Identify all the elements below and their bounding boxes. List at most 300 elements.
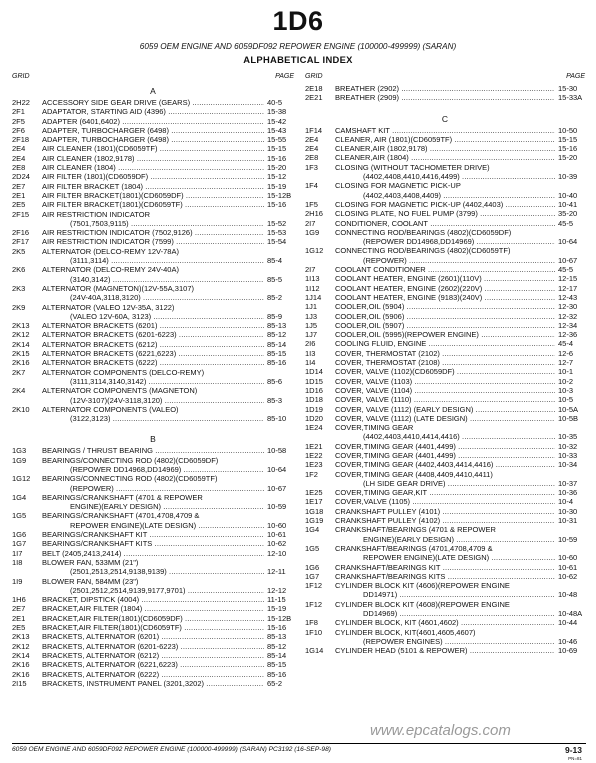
page-ref: 15-53 [267, 228, 287, 238]
page-ref: 12-15 [558, 274, 578, 284]
grid-ref: 2F5 [12, 116, 25, 126]
entry-description-text: (4402,4403,4410,4414,4416) [363, 432, 460, 442]
entry-description-text: CYLINDER BLOCK KIT (4608)(REPOWER ENGINE [335, 599, 510, 609]
entry-description [335, 181, 555, 190]
grid-ref: 2I7 [305, 218, 316, 228]
entry-description-text: AIR CLEANER (1804) [42, 163, 116, 173]
entry-description-text: COVER,TIMING GEAR (4408,4409,4410,4411) [335, 469, 493, 479]
grid-ref: 1F12 [305, 581, 323, 591]
entry-description-text: ALTERNATOR BRACKETS (6222) [42, 358, 158, 368]
footer-code: PN=81 [568, 756, 582, 761]
page-ref: 15-15 [558, 134, 578, 144]
page-ref: 12-11 [267, 567, 286, 577]
index-entry [305, 367, 585, 376]
page-ref: 10-62 [267, 539, 287, 549]
page-ref: 10-58 [267, 446, 287, 456]
entry-description-text: CRANKSHAFT/BEARINGS (4701,4708,4709 & [335, 543, 493, 553]
entry-description-text: CRANKSHAFT PULLEY (4102) [335, 516, 441, 526]
entry-description-text: CLOSING PLATE, NO FUEL PUMP (3799) [335, 209, 478, 219]
entry-description-text: ALTERNATOR (DELCO-REMY 12V-78A) [42, 246, 179, 256]
page-number: 9-13 [564, 745, 582, 755]
page-ref: 85-5 [267, 274, 283, 284]
grid-ref: 2K7 [12, 367, 26, 377]
page-ref: 10-46 [558, 636, 578, 646]
index-entry [305, 144, 585, 153]
entry-description-text: REPOWER ENGINE)(LATE DESIGN) [70, 520, 197, 530]
entry-description [335, 516, 555, 525]
grid-ref: 1G14 [305, 646, 324, 656]
grid-ref: 2H16 [305, 209, 323, 219]
index-entry [12, 595, 294, 604]
page-ref: 12-36 [558, 330, 578, 340]
index-entry [12, 368, 294, 377]
grid-ref: 2K16 [12, 669, 30, 679]
entry-description-text: COOLER,OIL (5907) [335, 320, 405, 330]
page-ref: 15-55 [267, 135, 287, 145]
index-entry [12, 358, 294, 367]
entry-description [335, 479, 555, 488]
grid-ref: 2K12 [12, 330, 30, 340]
index-entry-continuation [12, 275, 294, 284]
grid-ref: 2E4 [12, 144, 26, 154]
entry-description [335, 395, 555, 404]
grid-ref: 2K16 [12, 358, 30, 368]
page-ref: 65-2 [267, 678, 283, 688]
grid-ref: 2I15 [12, 678, 27, 688]
grid-ref: 2I6 [305, 339, 316, 349]
entry-description-text: BRACKETS, ALTERNATOR (6222) [42, 669, 160, 679]
page-ref: 85-15 [267, 660, 287, 670]
page-header: PAGE [566, 73, 585, 80]
entry-description [42, 126, 264, 135]
index-entry [305, 349, 585, 358]
entry-description-text: BRACKETS, INSTRUMENT PANEL (3201,3202) [42, 678, 204, 688]
entry-description-text: DD14969) [363, 609, 398, 619]
entry-description [335, 135, 555, 144]
grid-ref: 1F10 [305, 627, 323, 637]
page-ref: 10-35 [558, 432, 578, 442]
entry-description [42, 349, 264, 358]
index-entry-continuation [12, 219, 294, 228]
entry-description-text: BRACKET,AIR FILTER(1801)(CD6059TF) [42, 623, 182, 633]
index-entry [12, 539, 294, 548]
entry-description-text: (2501,2513,2514,9138,9139) [70, 567, 167, 577]
grid-ref: 2E18 [305, 84, 323, 93]
entry-description-text: ALTERNATOR BRACKETS (6221,6223) [42, 349, 177, 359]
grid-ref: 2K4 [12, 386, 26, 396]
grid-ref: 2K5 [12, 246, 26, 256]
index-entry [305, 312, 585, 321]
page-ref: 12-10 [267, 548, 287, 558]
page-ref: 12-32 [558, 311, 578, 321]
page-ref: 10-30 [558, 506, 578, 516]
entry-description-text: AIR FILTER BRACKET(1801)(CD6059TF) [42, 200, 183, 210]
grid-header: GRID [12, 73, 30, 80]
page-ref: 15-38 [267, 107, 287, 117]
grid-ref: 1F8 [305, 618, 318, 628]
entry-description-text: BEARINGS/CONNECTING ROD (4802)(CD6059TF) [42, 474, 218, 484]
index-entry [305, 423, 585, 432]
page-ref: 15-33A [558, 93, 583, 103]
entry-description [335, 432, 555, 441]
grid-ref: 2K10 [12, 404, 30, 414]
index-entry [12, 549, 294, 558]
grid-ref: 1G3 [12, 446, 27, 456]
page-ref: 10-32 [558, 441, 578, 451]
index-entry [305, 544, 585, 553]
page-ref: 10-4 [558, 497, 574, 507]
page-ref: 85-13 [267, 632, 287, 642]
page-ref: 15-30 [558, 84, 578, 93]
index-entry-continuation [305, 609, 585, 618]
index-entry [305, 302, 585, 311]
entry-description-text: BRACKETS, ALTERNATOR (6201) [42, 632, 160, 642]
page-ref: 12-17 [558, 283, 578, 293]
entry-description [42, 219, 264, 228]
page-ref: 85-2 [267, 293, 283, 303]
index-entry [12, 604, 294, 613]
entry-description [42, 237, 264, 246]
entry-description-text: COVER, VALVE (1104) [335, 385, 413, 395]
page-ref: 12-6 [558, 348, 574, 358]
index-entry [12, 660, 294, 669]
entry-description [42, 265, 264, 274]
index-entry-continuation [12, 484, 294, 493]
entry-description-text: AIR FILTER BRACKET(1801)(CD6059DF) [42, 190, 184, 200]
entry-description [42, 521, 264, 530]
grid-ref: 1I8 [12, 557, 23, 567]
index-entry [305, 284, 585, 293]
index-entry [305, 135, 585, 144]
grid-ref: 2F18 [12, 135, 30, 145]
entry-description-text: BEARINGS/CRANKSHAFT KIT [42, 530, 148, 540]
entry-description [335, 442, 555, 451]
entry-description [42, 604, 264, 613]
entry-description [335, 590, 555, 599]
index-entry [12, 163, 294, 172]
entry-description [42, 247, 264, 256]
entry-description [42, 256, 264, 265]
page-ref: 12-43 [558, 292, 578, 302]
entry-description-text: COOLANT HEATER, ENGINE (2602)(220V) [335, 283, 483, 293]
entry-description [42, 660, 264, 669]
index-entry [12, 144, 294, 153]
entry-description [335, 163, 555, 172]
grid-ref: 1I4 [305, 358, 316, 368]
index-entry-continuation [12, 465, 294, 474]
page-ref: 10-36 [558, 488, 578, 498]
grid-ref: 1J3 [305, 311, 318, 321]
index-entry-continuation [305, 590, 585, 599]
index-entry [12, 651, 294, 660]
entry-description-text: CLOSING FOR MAGNETIC PICK-UP [335, 181, 461, 191]
grid-ref: 2E8 [12, 163, 26, 173]
entry-description-text: COVER,TIMING GEAR,KIT [335, 488, 428, 498]
entry-description-text: COOLING FLUID, ENGINE [335, 339, 427, 349]
entry-description [42, 558, 264, 567]
grid-ref: 2E21 [305, 93, 323, 103]
index-entry [12, 474, 294, 483]
entry-description-text: CYLINDER BLOCK, KIT (4601,4602) [335, 618, 459, 628]
grid-ref: 1G7 [12, 539, 27, 549]
entry-description [42, 321, 264, 330]
entry-description-text: CYLINDER BLOCK, KIT(4601,4605,4607) [335, 627, 476, 637]
entry-description [42, 191, 264, 200]
index-entry [12, 210, 294, 219]
entry-description-text: CLOSING FOR MAGNETIC PICK-UP (4402,4403) [335, 199, 504, 209]
page-ref: 10-34 [558, 460, 578, 470]
grid-ref: 2D24 [12, 172, 30, 182]
grid-ref: 1G19 [305, 516, 324, 526]
entry-description [42, 303, 264, 312]
entry-description-text: COVER, VALVE (1103) [335, 376, 413, 386]
index-entry-continuation [12, 377, 294, 386]
entry-description-text: CYLINDER HEAD (5101 & REPOWER) [335, 646, 468, 656]
page-ref: 10-5A [558, 404, 579, 414]
page-ref: 85-16 [267, 358, 287, 368]
grid-ref: 2K14 [12, 650, 30, 660]
column-header [305, 72, 585, 82]
entry-description-text: BRACKETS, ALTERNATOR (6212) [42, 650, 160, 660]
page-ref: 10-5 [558, 395, 574, 405]
index-entry [12, 577, 294, 586]
entry-description-text: ADAPTER, TURBOCHARGER (6498) [42, 135, 169, 145]
index-entry-continuation [305, 432, 585, 441]
entry-description [335, 321, 555, 330]
grid-ref: 1I9 [12, 576, 23, 586]
grid-ref: 1G6 [12, 530, 27, 540]
entry-description [42, 172, 264, 181]
page-ref: 10-33 [558, 450, 578, 460]
entry-description [42, 642, 264, 651]
grid-ref: 2E4 [305, 144, 319, 154]
entry-description-text: CLEANER, AIR (1801)(CD6059TF) [335, 134, 453, 144]
entry-description-text: BLOWER FAN, 533MM (21") [42, 557, 139, 567]
entry-description-text: COVER, VALVE (1102)(CD6059DF) [335, 367, 455, 377]
grid-ref: 2F15 [12, 209, 30, 219]
page-ref: 85-14 [267, 339, 287, 349]
index-entry [305, 516, 585, 525]
entry-description [42, 368, 264, 377]
grid-ref: 2K13 [12, 632, 30, 642]
entry-description [42, 651, 264, 660]
entry-description [42, 586, 264, 595]
entry-description-text: CONDITIONER, COOLANT [335, 218, 428, 228]
entry-description-text: BEARINGS/CONNECTING ROD (4802)(CD6059DF) [42, 455, 219, 465]
index-entry [12, 446, 294, 455]
entry-description [335, 535, 555, 544]
page-ref: 10-61 [558, 562, 578, 572]
page-ref: 85-15 [267, 349, 287, 359]
page-ref: 15-16 [267, 200, 287, 210]
index-entry [12, 135, 294, 144]
index-entry-continuation [305, 479, 585, 488]
page-ref: 35-20 [558, 209, 578, 219]
page-ref: 15-20 [267, 163, 287, 173]
grid-ref: 1J14 [305, 292, 322, 302]
entry-description-text: ADAPTATOR, STARTING AID (4396) [42, 107, 166, 117]
grid-ref: 1G12 [12, 474, 31, 484]
index-entry-continuation [305, 535, 585, 544]
grid-ref: 2E5 [12, 200, 26, 210]
entry-description [42, 228, 264, 237]
grid-ref: 1J7 [305, 330, 318, 340]
index-entry [305, 497, 585, 506]
entry-description [42, 330, 264, 339]
grid-ref: 2E5 [12, 623, 26, 633]
page-ref: 10-5B [558, 413, 579, 423]
page-ref: 15-19 [267, 604, 287, 614]
section-gap [12, 423, 294, 432]
page-ref: 10-60 [558, 553, 578, 563]
index-entry [12, 340, 294, 349]
entry-description [335, 144, 555, 153]
entry-description [335, 339, 555, 348]
grid-ref: 2K6 [12, 265, 26, 275]
entry-description-text: BEARINGS/CRANKSHAFT (4701,4708,4709 & [42, 511, 200, 521]
entry-description [42, 144, 264, 153]
header-subtitle: 6059 OEM ENGINE AND 6059DF092 REPOWER ENGINE (100000-499999) (SARAN) [139, 42, 457, 51]
page-ref: 85-13 [267, 321, 287, 331]
section-gap [305, 103, 585, 112]
grid-ref: 2K12 [12, 641, 30, 651]
page-ref: 45-4 [558, 339, 574, 349]
page-ref: 10-41 [558, 199, 578, 209]
index-entry [12, 623, 294, 632]
entry-description [335, 405, 555, 414]
entry-description [42, 465, 264, 474]
page-ref: 15-12B [267, 613, 292, 623]
index-entry [12, 330, 294, 339]
entry-description-text: COVER,TIMING GEAR (4401,4499) [335, 441, 456, 451]
entry-description [335, 330, 555, 339]
entry-description [335, 274, 555, 283]
entry-description-text: BRACKET,AIR FILTER (1804) [42, 604, 143, 614]
index-entry-continuation [305, 191, 585, 200]
page-title: ALPHABETICAL INDEX [243, 54, 353, 65]
entry-description-text: ALTERNATOR COMPONENTS (VALEO) [42, 404, 179, 414]
entry-description-text: BEARINGS/CRANKSHAFT (4701 & REPOWER [42, 492, 203, 502]
entry-description [335, 219, 555, 228]
page-ref: 12-7 [558, 358, 574, 368]
index-entry [305, 274, 585, 283]
index-entry [12, 265, 294, 274]
entry-description [42, 474, 264, 483]
entry-description [335, 423, 555, 432]
entry-description-text: AIR RESTRICTION INDICATOR (7599) [42, 237, 174, 247]
entry-description-text: BREATHER (2902) [335, 84, 400, 93]
entry-description-text: ACCESSORY SIDE GEAR DRIVE (GEARS) [42, 98, 191, 107]
page-ref: 85-10 [267, 414, 287, 424]
entry-description-text: (2501,2512,2514,9139,9177,9701) [70, 585, 186, 595]
grid-ref: 2E7 [12, 604, 26, 614]
index-entry-continuation [12, 502, 294, 511]
page-ref: 10-62 [558, 571, 578, 581]
entry-description-text: (REPOWER ENGINES) [363, 636, 443, 646]
grid-ref: 2I7 [305, 265, 316, 275]
grid-ref: 2K16 [12, 660, 30, 670]
entry-description [335, 600, 555, 609]
entry-description-text: COVER,VALVE (1105) [335, 497, 411, 507]
column-header [12, 72, 294, 82]
page-ref: 10-48 [558, 590, 578, 600]
index-entry [12, 303, 294, 312]
grid-ref: 1J1 [305, 302, 318, 312]
index-entry-continuation [305, 237, 585, 246]
index-entry-continuation [12, 521, 294, 530]
index-entry [12, 679, 294, 688]
entry-description [335, 628, 555, 637]
entry-description-text: BRACKETS, ALTERNATOR (6201-6223) [42, 641, 179, 651]
index-entry [305, 200, 585, 209]
index-entry [12, 511, 294, 520]
index-entry [305, 339, 585, 348]
entry-description-text: BRACKET, DIPSTICK (4004) [42, 595, 140, 605]
page-ref: 10-39 [558, 172, 578, 182]
grid-ref: 1I13 [305, 274, 320, 284]
index-entry [305, 209, 585, 218]
entry-description [335, 609, 555, 618]
grid-ref: 2K13 [12, 321, 30, 331]
entry-description [42, 502, 264, 511]
entry-description [335, 414, 555, 423]
entry-description [42, 670, 264, 679]
page-ref: 40-5 [267, 98, 283, 107]
entry-description-text: AIR RESTRICTION INDICATOR [42, 209, 151, 219]
page-ref: 15-52 [267, 218, 287, 228]
entry-description [42, 549, 264, 558]
entry-description-text: BLOWER FAN, 584MM (23") [42, 576, 139, 586]
entry-description [42, 484, 264, 493]
grid-ref: 2F6 [12, 125, 25, 135]
entry-description-text: AIR FILTER (1801)(CD6059DF) [42, 172, 149, 182]
index-entry [12, 349, 294, 358]
page-ref: 10-64 [267, 464, 287, 474]
page-ref: 10-37 [558, 478, 578, 488]
grid-ref: 2F16 [12, 228, 30, 238]
entry-description [42, 493, 264, 502]
entry-description [335, 470, 555, 479]
index-entry [305, 386, 585, 395]
entry-description [335, 553, 555, 562]
page-ref: 12-30 [558, 302, 578, 312]
section-letter: A [150, 86, 156, 96]
index-entry [12, 558, 294, 567]
entry-description-text: (3111,3114,3140,3142) [70, 376, 147, 386]
index-entry-continuation [12, 586, 294, 595]
index-entry [12, 642, 294, 651]
entry-description [335, 153, 555, 162]
entry-description [335, 497, 555, 506]
page-ref: 15-16 [558, 144, 578, 154]
page-ref: 15-12B [267, 190, 292, 200]
index-entry-continuation [305, 553, 585, 562]
index-entry [12, 670, 294, 679]
grid-ref: 1E22 [305, 450, 323, 460]
entry-description-text: CRANKSHAFT/BEARINGS (4701 & REPOWER [335, 525, 496, 535]
entry-description-text: COOLER,OIL (5904) [335, 302, 405, 312]
entry-description-text: COVER, VALVE (1112) (LATE DESIGN) [335, 413, 468, 423]
entry-description-text: (3140,3142) [70, 274, 111, 284]
grid-ref: 2E4 [305, 134, 319, 144]
grid-ref: 2E4 [12, 153, 26, 163]
entry-description-text: ALTERNATOR COMPONENTS (DELCO-REMY) [42, 367, 205, 377]
grid-ref: 1G12 [305, 246, 324, 256]
index-entry [305, 246, 585, 255]
entry-description [335, 191, 555, 200]
entry-description [335, 581, 555, 590]
entry-description [335, 563, 555, 572]
